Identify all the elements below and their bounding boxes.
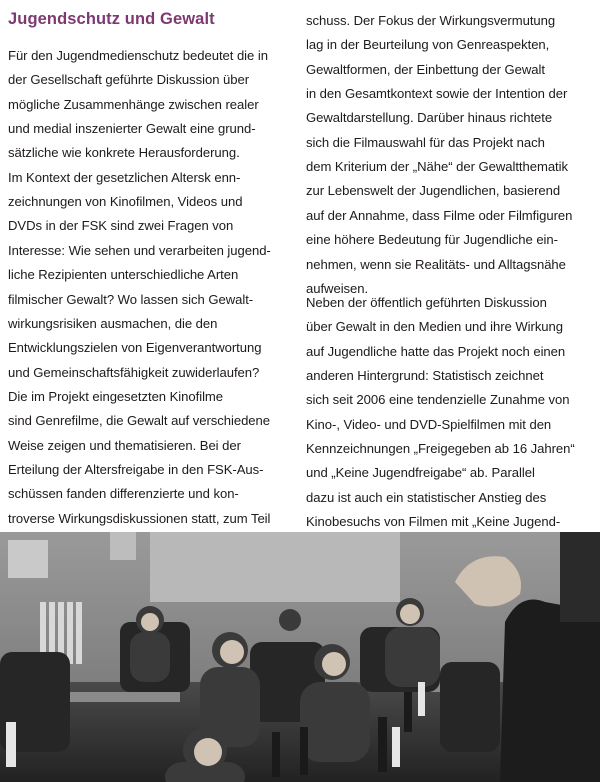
right-column-p2-line: und „Keine Jugendfreigabe“ ab. Parallel <box>306 465 535 481</box>
right-column-p2-line: Kinobesuchs von Filmen mit „Keine Jugend- <box>306 514 561 530</box>
right-column-p1-line: dem Kriterium der „Nähe“ der Gewaltthematik <box>306 159 569 175</box>
right-column-p1-line: auf der Annahme, dass Filme oder Filmfiguren <box>306 207 573 223</box>
right-column-p1-line: zur Lebenswelt der Jugendlichen, basierend <box>306 183 561 199</box>
left-column-line: sätzliche wie konkrete Herausforderung. <box>8 145 240 161</box>
right-column-p1-line: in den Gesamtkontext sowie der Intention der <box>306 86 568 102</box>
left-column-line: DVDs in der FSK sind zwei Fragen von <box>8 218 234 234</box>
left-column-line: Die im Projekt eingesetzten Kinofilme <box>8 388 224 404</box>
left-column-line: liche Rezipienten unterschiedliche Arten <box>8 267 239 283</box>
left-column-line: sind Genrefilme, die Gewalt auf verschiedene <box>8 413 270 429</box>
right-column-p1-line: Gewaltdarstellung. Darüber hinaus richtete <box>306 110 553 126</box>
left-column-line: mögliche Zusammenhänge zwischen realer <box>8 96 259 112</box>
right-column-p1-line: lag in der Beurteilung von Genreaspekten, <box>306 37 550 53</box>
right-column-p1-line: eine höhere Bedeutung für Jugendliche ein- <box>306 232 558 248</box>
right-column-p1-line: Gewaltformen, der Einbettung der Gewalt <box>306 61 545 77</box>
right-column-p2-line: sich seit 2006 eine tendenzielle Zunahme von <box>306 392 570 408</box>
left-column-line: und medial inszenierter Gewalt eine grund- <box>8 121 256 137</box>
left-column-line: Im Kontext der gesetzlichen Altersk enn- <box>8 169 241 185</box>
right-column-p2-line: über Gewalt in den Medien und ihre Wirkung <box>306 319 564 335</box>
left-column-line: wirkungsrisiken ausmachen, die den <box>8 315 218 331</box>
right-column-p2-line: dazu ist auch ein statistischer Anstieg des <box>306 489 547 505</box>
left-column-line: Weise zeigen und thematisieren. Bei der <box>8 437 241 453</box>
left-column-line: schüssen fanden differenzierte und kon- <box>8 486 239 502</box>
left-column-line: filmischer Gewalt? Wo lassen sich Gewalt- <box>8 291 254 307</box>
right-column-p2-line: anderen Hintergrund: Statistisch zeichnet <box>306 368 544 384</box>
left-column-line: Entwicklungszielen von Eigenverantwortung <box>8 340 262 356</box>
right-column-p1-line: sich die Filmauswahl für das Projekt nach <box>306 134 545 150</box>
right-column-p1-line: aufweisen. <box>306 280 369 296</box>
left-column-line: troverse Wirkungsdiskussionen statt, zum Teil <box>8 510 271 526</box>
left-column-line: und Gemeinschaftsfähigkeit zuwiderlaufen? <box>8 364 260 380</box>
left-column-line: Erteilung der Altersfreigabe in den FSK-Aus- <box>8 461 264 477</box>
article-title: Jugendschutz und Gewalt <box>8 10 215 28</box>
right-column-p1-line: nehmen, wenn sie Realitäts- und Alltagsnähe <box>306 256 566 272</box>
right-column-p2-line: Kennzeichnungen „Freigegeben ab 16 Jahren“ <box>306 441 575 457</box>
classroom-photo <box>0 532 600 782</box>
left-column-line: zeichnungen von Kinofilmen, Videos und <box>8 194 243 210</box>
right-column-p1-line: schuss. Der Fokus der Wirkungsvermutung <box>306 13 556 28</box>
right-column-p2-line: Neben der öffentlich geführten Diskussion <box>306 295 547 310</box>
right-column-p2-line: auf Jugendliche hatte das Projekt noch einen <box>306 343 566 359</box>
left-column-line: der Gesellschaft geführte Diskussion über <box>8 72 250 88</box>
left-column-line: Interesse: Wie sehen und verarbeiten jugend- <box>8 242 271 258</box>
right-column-p2-line: Kino-, Video- und DVD-Spielfilmen mit den <box>306 416 552 432</box>
left-column-line: Für den Jugendmedienschutz bedeutet die in <box>8 48 268 63</box>
